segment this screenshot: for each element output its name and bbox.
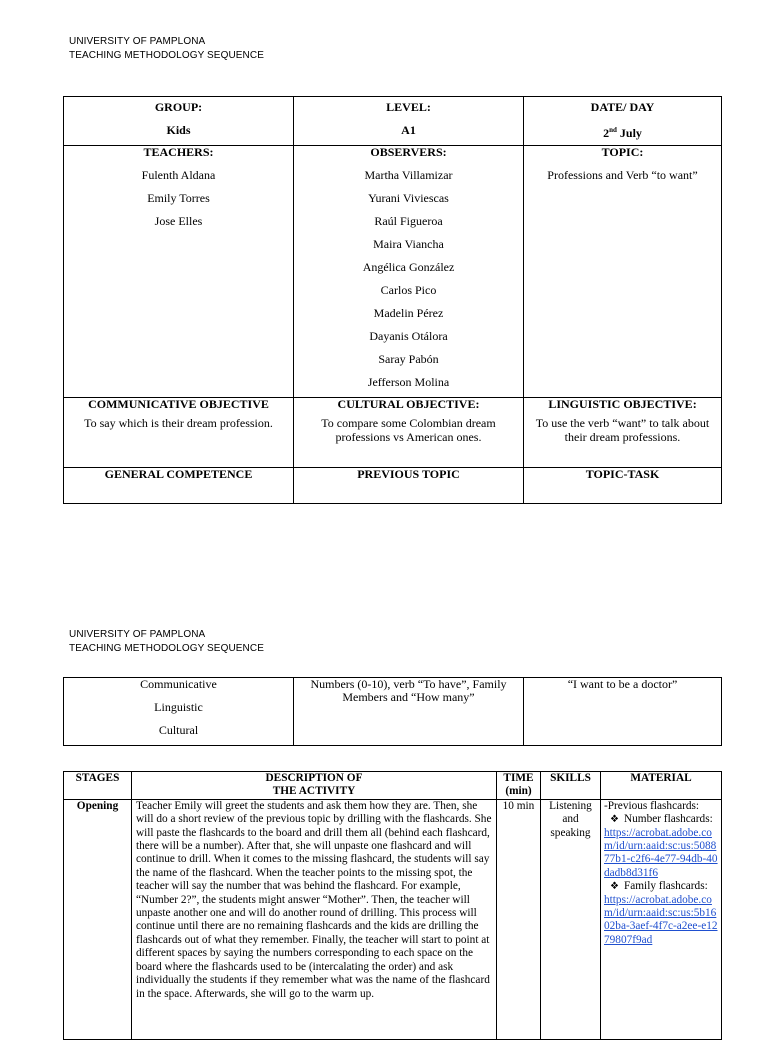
date-cell <box>524 97 722 146</box>
stages-header: STAGES <box>64 772 132 800</box>
group-value: Kids <box>166 123 191 137</box>
linguistic-objective-value: To use the verb “want” to talk about their dream professions. <box>535 416 710 444</box>
observer-name: Yurani Viviescas <box>368 191 449 205</box>
level-label: LEVEL: <box>386 100 431 114</box>
communicative-objective-value: To say which is their dream profession. <box>84 416 273 430</box>
teacher-name: Jose Elles <box>154 214 203 228</box>
cultural-objective-value: To compare some Colombian dream professions vs American ones. <box>321 416 496 444</box>
previous-topic-label: PREVIOUS TOPIC <box>357 467 460 481</box>
group-label: GROUP: <box>154 100 203 114</box>
material-cell <box>601 799 722 1039</box>
topic-value: Professions and Verb “to want” <box>547 168 698 182</box>
header-block-1 <box>69 35 264 62</box>
teacher-name: Emily Torres <box>147 191 210 205</box>
document-subtitle: TEACHING METHODOLOGY SEQUENCE <box>69 642 264 654</box>
level-value: A1 <box>401 123 416 137</box>
number-flashcards-link[interactable]: https://acrobat.adobe.com/id/urn:aaid:sc:us:508877b1-c2f6-4e77-94db-40dadb8d31f6 <box>604 826 718 879</box>
level-cell <box>294 97 524 146</box>
observer-name: Madelin Pérez <box>373 306 444 320</box>
material-header: MATERIAL <box>601 772 722 800</box>
material-item <box>604 880 718 893</box>
family-flashcards-link[interactable]: https://acrobat.adobe.com/id/urn:aaid:sc:us:5b1602ba-3aef-4f7c-a2ee-e1279807f9ad <box>604 893 718 946</box>
communicative-objective-cell <box>64 398 294 468</box>
topic-task-value: “I want to be a doctor” <box>567 677 678 691</box>
observer-name: Martha Villamizar <box>364 168 453 182</box>
university-name: UNIVERSITY OF PAMPLONA <box>69 629 206 640</box>
observers-label: OBSERVERS: <box>370 145 447 159</box>
time-header: TIME (min) <box>497 772 541 800</box>
topic-label: TOPIC: <box>601 145 644 159</box>
date-value: 2nd July <box>603 126 642 140</box>
communicative-objective-label: COMMUNICATIVE OBJECTIVE <box>88 397 269 411</box>
competences-cell <box>64 678 294 746</box>
competence-item: Cultural <box>158 723 199 737</box>
diamond-bullet-icon: ❖ <box>610 881 619 893</box>
date-label: DATE/ DAY <box>590 100 655 114</box>
topic-cell <box>524 146 722 398</box>
activity-description: Teacher Emily will greet the students and ask them how they are. Then, she will do a short review of the previous topic by drilling with the flashcards. She will paste the flashcards to the board and drill them all (behind each flashcard, there will be a number). After that, she will unpaste one flashcard and will continue to drill. When it comes to the missing flashcard, the students will say the name of the flashcard. When the teacher points to the missing spot, the teacher will say the number that was behind the flashcard. For example, “Number 2?”, the students might answer “Mother”. Then, the teacher will unpaste another one and will do another round of drilling. This process will continue until there are no remaining flashcards and the kids are drilling the flashcards out of what they remember. Finally, the teacher will start to point at different spaces by saying the numbers corresponding to each space on the board where the flashcards used to be (intercalating the order) and ask individually the students if they remember what was the name of the flashcard in the space. Afterwards, she will go to the warm up. <box>132 799 497 1039</box>
teachers-label: TEACHERS: <box>143 145 214 159</box>
description-header: DESCRIPTION OF THE ACTIVITY <box>132 772 497 800</box>
competence-item: Communicative <box>140 677 217 691</box>
teachers-cell <box>64 146 294 398</box>
material-item-label: Family flashcards: <box>623 880 708 893</box>
observers-cell <box>294 146 524 398</box>
university-name: UNIVERSITY OF PAMPLONA <box>69 36 206 47</box>
document-subtitle: TEACHING METHODOLOGY SEQUENCE <box>69 49 264 61</box>
competence-item: Linguistic <box>154 700 203 714</box>
skills-header: SKILLS <box>541 772 601 800</box>
material-intro: -Previous flashcards: <box>604 799 700 812</box>
topic-task-label: TOPIC-TASK <box>585 467 660 481</box>
previous-topic-cell <box>294 468 524 504</box>
topic-task-value-cell <box>524 678 722 746</box>
previous-topic-value-cell <box>294 678 524 746</box>
teacher-name: Fulenth Aldana <box>141 168 216 182</box>
activity-skills: Listening and speaking <box>541 799 601 1039</box>
observer-name: Angélica González <box>362 260 455 274</box>
table-row <box>64 799 722 1039</box>
material-item-label: Number flashcards: <box>623 813 713 826</box>
stage-name: Opening <box>64 799 132 1039</box>
diamond-bullet-icon: ❖ <box>610 814 619 826</box>
stages-table <box>63 771 722 1040</box>
observer-name: Carlos Pico <box>380 283 437 297</box>
observer-name: Raúl Figueroa <box>374 214 443 228</box>
info-table <box>63 96 722 504</box>
header-block-2 <box>69 628 264 655</box>
observer-name: Jefferson Molina <box>367 375 450 389</box>
cultural-objective-cell <box>294 398 524 468</box>
linguistic-objective-label: LINGUISTIC OBJECTIVE: <box>548 397 697 411</box>
observer-name: Maira Viancha <box>373 237 444 251</box>
topic-task-cell <box>524 468 722 504</box>
group-cell <box>64 97 294 146</box>
observer-name: Saray Pabón <box>378 352 439 366</box>
general-competence-cell <box>64 468 294 504</box>
cultural-objective-label: CULTURAL OBJECTIVE: <box>337 397 480 411</box>
competence-table <box>63 677 722 746</box>
general-competence-label: GENERAL COMPETENCE <box>104 467 253 481</box>
linguistic-objective-cell <box>524 398 722 468</box>
activity-time: 10 min <box>497 799 541 1039</box>
material-item <box>604 813 718 826</box>
previous-topic-value: Numbers (0-10), verb “To have”, Family Members and “How many” <box>310 677 507 704</box>
observer-name: Dayanis Otálora <box>369 329 448 343</box>
